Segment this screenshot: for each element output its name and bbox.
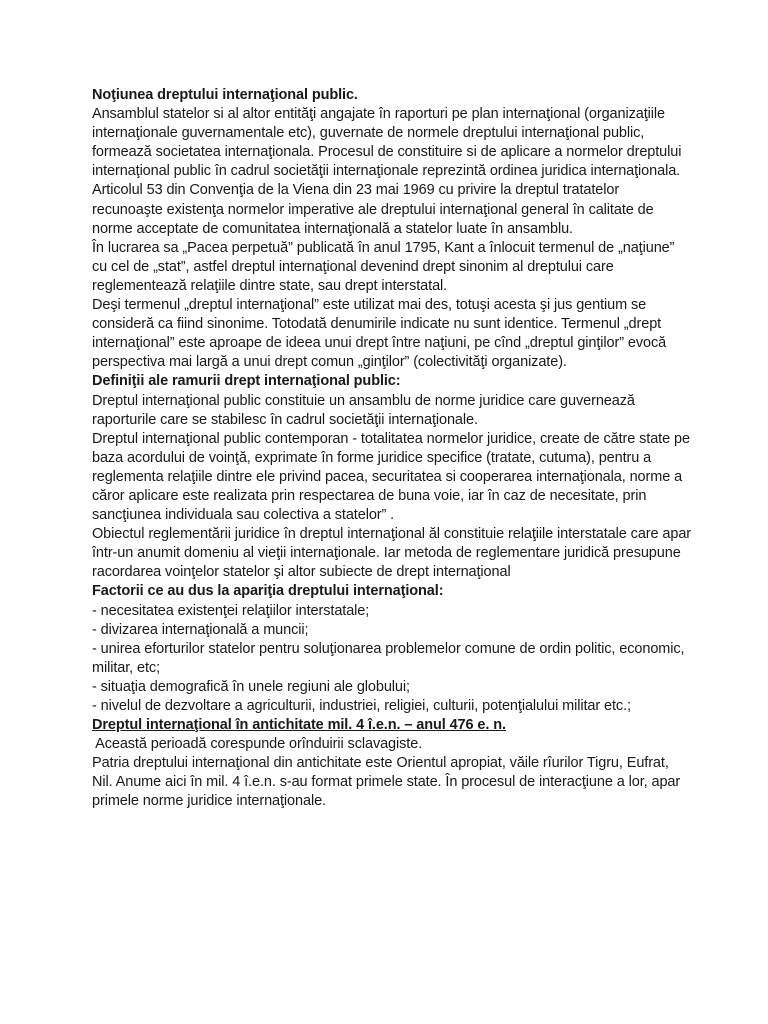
paragraph-definition-1: Dreptul internaţional public constituie un ansamblu de norme juridice care guvernează raporturile care se stabilesc în cadrul societăţii internaţionale. [92, 392, 635, 428]
factor-item: - necesitatea existenţei relaţiilor interstatale; [92, 602, 370, 619]
paragraph-perioada: Această perioadă corespunde orînduirii sclavagiste. [92, 736, 423, 753]
paragraph-patria: Patria dreptului internaţional din antichitate este Orientul apropiat, văile rîurilor Tigru, Eufrat, Nil. Anume aici în mil. 4 î.e.n. s-au format primele state. În procesul de interacţiune a lor, apar primele norme juridice internaţionale. [92, 755, 681, 810]
factor-item: - unirea eforturilor statelor pentru soluţionarea problemelor comune de ordin politic, economic, militar, etc; [92, 640, 685, 676]
document-body [92, 86, 692, 812]
paragraph-kant: În lucrarea sa „Pacea perpetuă” publicată în anul 1795, Kant a înlocuit termenul de „naţiune” cu cel de „stat”, astfel dreptul internaţional devenind drept sinonim al dreptului care reglementează relaţiile dintre state, sau drept interstatal. [92, 239, 675, 294]
paragraph-definition-2: Dreptul internaţional public contemporan - totalitatea normelor juridice, create de către state pe baza acordului de voinţă, exprimate în forme juridice specifice (tratate, cutuma), pentru a reglementa relaţiile dintre ele privind pacea, securitatea si cooperarea internaţionala, norme a căror aplicare este realizata prin respectarea de buna voie, iar în caz de necesitate, prin sancţiunea individuala sau colectiva a statelor” . [92, 430, 690, 524]
heading-notion: Noţiunea dreptului internaţional public. [92, 87, 358, 103]
heading-antichitate: Dreptul internaţional în antichitate mil. 4 î.e.n. – anul 476 e. n. [92, 717, 506, 734]
factor-item: - situaţia demografică în unele regiuni ale globului; [92, 678, 410, 695]
heading-factorii: Factorii ce au dus la apariţia dreptului internaţional: [92, 583, 444, 600]
factor-item: - nivelul de dezvoltare a agriculturii, industriei, religiei, culturii, potenţialului militar etc.; [92, 698, 631, 714]
paragraph-obiectul: Obiectul reglementării juridice în dreptul internaţional ăl constituie relaţiile interstatale care apar într-un anumit domeniu al vieţii internaţionale. Iar metoda de reglementare juridică presupune racordarea voinţelor statelor şi altor subiecte de drept internaţional [92, 526, 692, 581]
heading-definitii: Definiţii ale ramurii drept internaţional public: [92, 373, 401, 390]
paragraph-desi: Deşi termenul „dreptul internaţional” este utilizat mai des, totuşi acesta şi jus gentium se consideră ca fiind sinonime. Totodată denumirile indicate nu sunt identice. Termenul „drept internaţional” este aproape de ideea unui drept între naţiuni, pe cînd „dreptul ginţilor” evocă perspectiva mai largă a unui drept comun „ginţilor” (colectivităţi organizate). [92, 297, 667, 371]
paragraph-articolul: Articolul 53 din Convenţia de la Viena din 23 mai 1969 cu privire la dreptul tratatelor recunoaşte existenţa normelor imperative ale dreptului internaţional general în calitate de norme acceptate de comunitatea internaţională a statelor luate în ansamblu. [92, 182, 654, 237]
paragraph-ansamblul: Ansamblul statelor si al altor entităţi angajate în raporturi pe plan internaţional (organizaţiile internaţionale guvernamentale etc), guvernate de normele dreptului internaţional public, formează societatea internaţionala. Procesul de constituire si de aplicare a normelor dreptului internaţional public în cadrul societăţii internaţionale reprezintă ordinea juridica internaţionala. [92, 106, 682, 180]
factor-item: - divizarea internaţională a muncii; [92, 621, 309, 638]
